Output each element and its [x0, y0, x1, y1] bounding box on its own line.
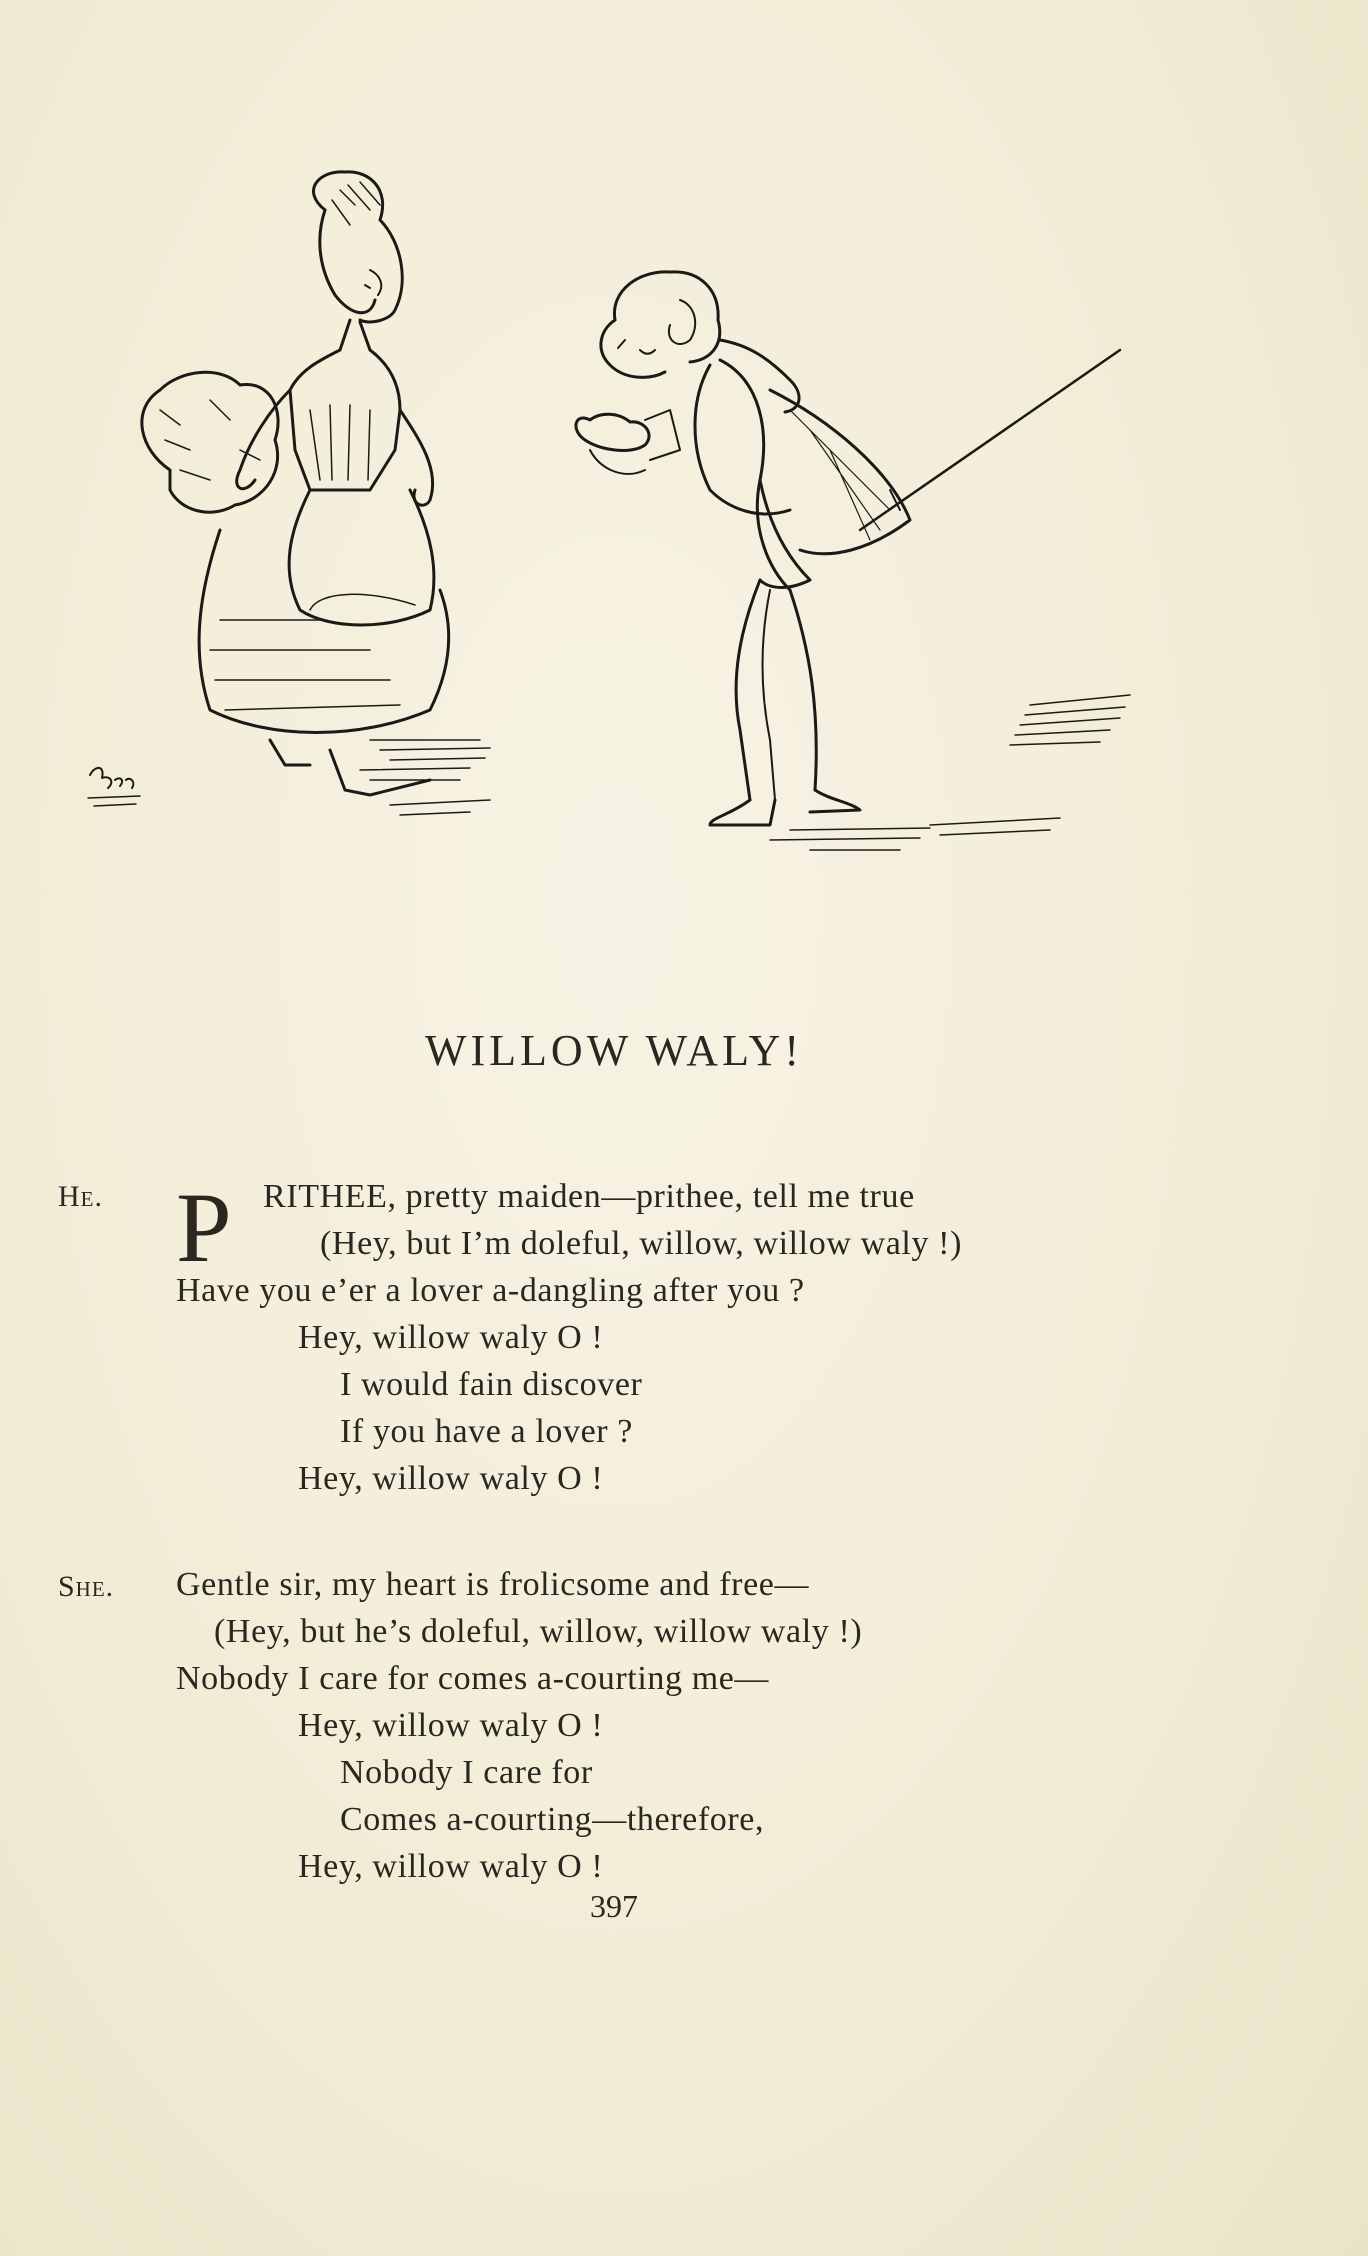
verse-line: Nobody I care for comes a-courting me—	[176, 1660, 770, 1697]
verse-line: Nobody I care for	[340, 1754, 593, 1791]
verse-line: Have you e’er a lover a-dangling after you ?	[176, 1272, 805, 1309]
page-number: 397	[590, 1888, 638, 1924]
verse-line: Hey, willow waly O !	[298, 1319, 604, 1356]
speaker-label-he: He.	[58, 1180, 103, 1213]
speaker-label-she: She.	[58, 1570, 115, 1603]
verse-line: I would fain discover	[340, 1366, 643, 1403]
verse-line: Hey, willow waly O !	[298, 1848, 604, 1885]
verse-line: (Hey, but I’m doleful, willow, willow waly !)	[320, 1225, 963, 1262]
bowing-man-figure	[576, 272, 1130, 850]
woman-figure	[142, 172, 490, 815]
verse-line: RITHEE, pretty maiden—prithee, tell me true	[263, 1178, 915, 1215]
verse-line: (Hey, but he’s doleful, willow, willow waly !)	[214, 1613, 863, 1650]
poem-title: WILLOW WALY!	[425, 1026, 803, 1075]
signature-mark	[88, 768, 140, 806]
verse-line: Hey, willow waly O !	[298, 1707, 604, 1744]
verse-line: Comes a-courting—therefore,	[340, 1801, 765, 1838]
verse-line: Hey, willow waly O !	[298, 1460, 604, 1497]
verse-line: Gentle sir, my heart is frolicsome and free—	[176, 1566, 810, 1603]
illustration-sketch	[70, 150, 1150, 890]
verse-line: If you have a lover ?	[340, 1413, 633, 1450]
drop-cap: P	[176, 1172, 232, 1283]
